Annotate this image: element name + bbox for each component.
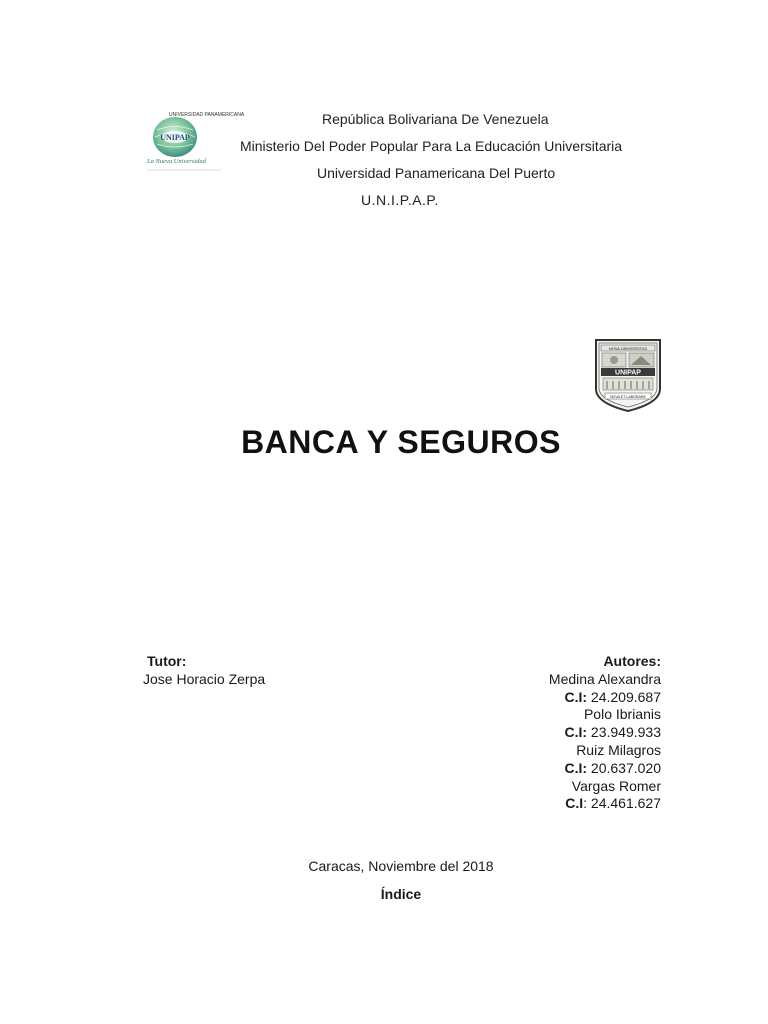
logo-center-text: UNIPAP <box>160 133 190 142</box>
author-name: Polo Ibrianis <box>583 706 661 723</box>
author-ci: C.I: 23.949.933 <box>564 724 661 741</box>
index-heading: Índice <box>380 886 422 902</box>
author-ci: C.I: 24.209.687 <box>564 688 661 705</box>
header-acronym: U.N.I.P.A.P. <box>361 192 439 208</box>
document-title: BANCA Y SEGUROS <box>241 424 561 460</box>
author-name: Vargas Romer <box>571 777 661 794</box>
tutor-label: Tutor: <box>147 653 187 669</box>
logo-top-text: UNIVERSIDAD PANAMERICANA <box>169 112 245 118</box>
crest-bottom-text: NOVA ET LABORARE <box>610 394 646 399</box>
author-ci: C.I: 20.637.020 <box>564 759 661 776</box>
tutor-name: Jose Horacio Zerpa <box>143 671 266 687</box>
author-name: Medina Alexandra <box>548 670 661 687</box>
authors-block <box>549 653 661 813</box>
header-republic: República Bolivariana De Venezuela <box>322 111 549 127</box>
header-ministry: Ministerio Del Poder Popular Para La Educación Universitaria <box>240 138 623 154</box>
unipap-logo <box>145 110 245 174</box>
header-university: Universidad Panamericana Del Puerto <box>317 165 556 181</box>
logo-tagline: La Nueva Universidad <box>147 158 206 165</box>
unipap-crest <box>593 337 663 413</box>
city-date: Caracas, Noviembre del 2018 <box>308 858 494 874</box>
authors-label: Autores: <box>603 653 661 669</box>
author-name: Ruiz Milagros <box>576 741 661 758</box>
author-ci: C.I: 24.461.627 <box>565 795 661 812</box>
crest-top-text: NOVA UNIVERSITAS <box>608 346 648 351</box>
crest-banner: UNIPAP <box>615 369 641 377</box>
